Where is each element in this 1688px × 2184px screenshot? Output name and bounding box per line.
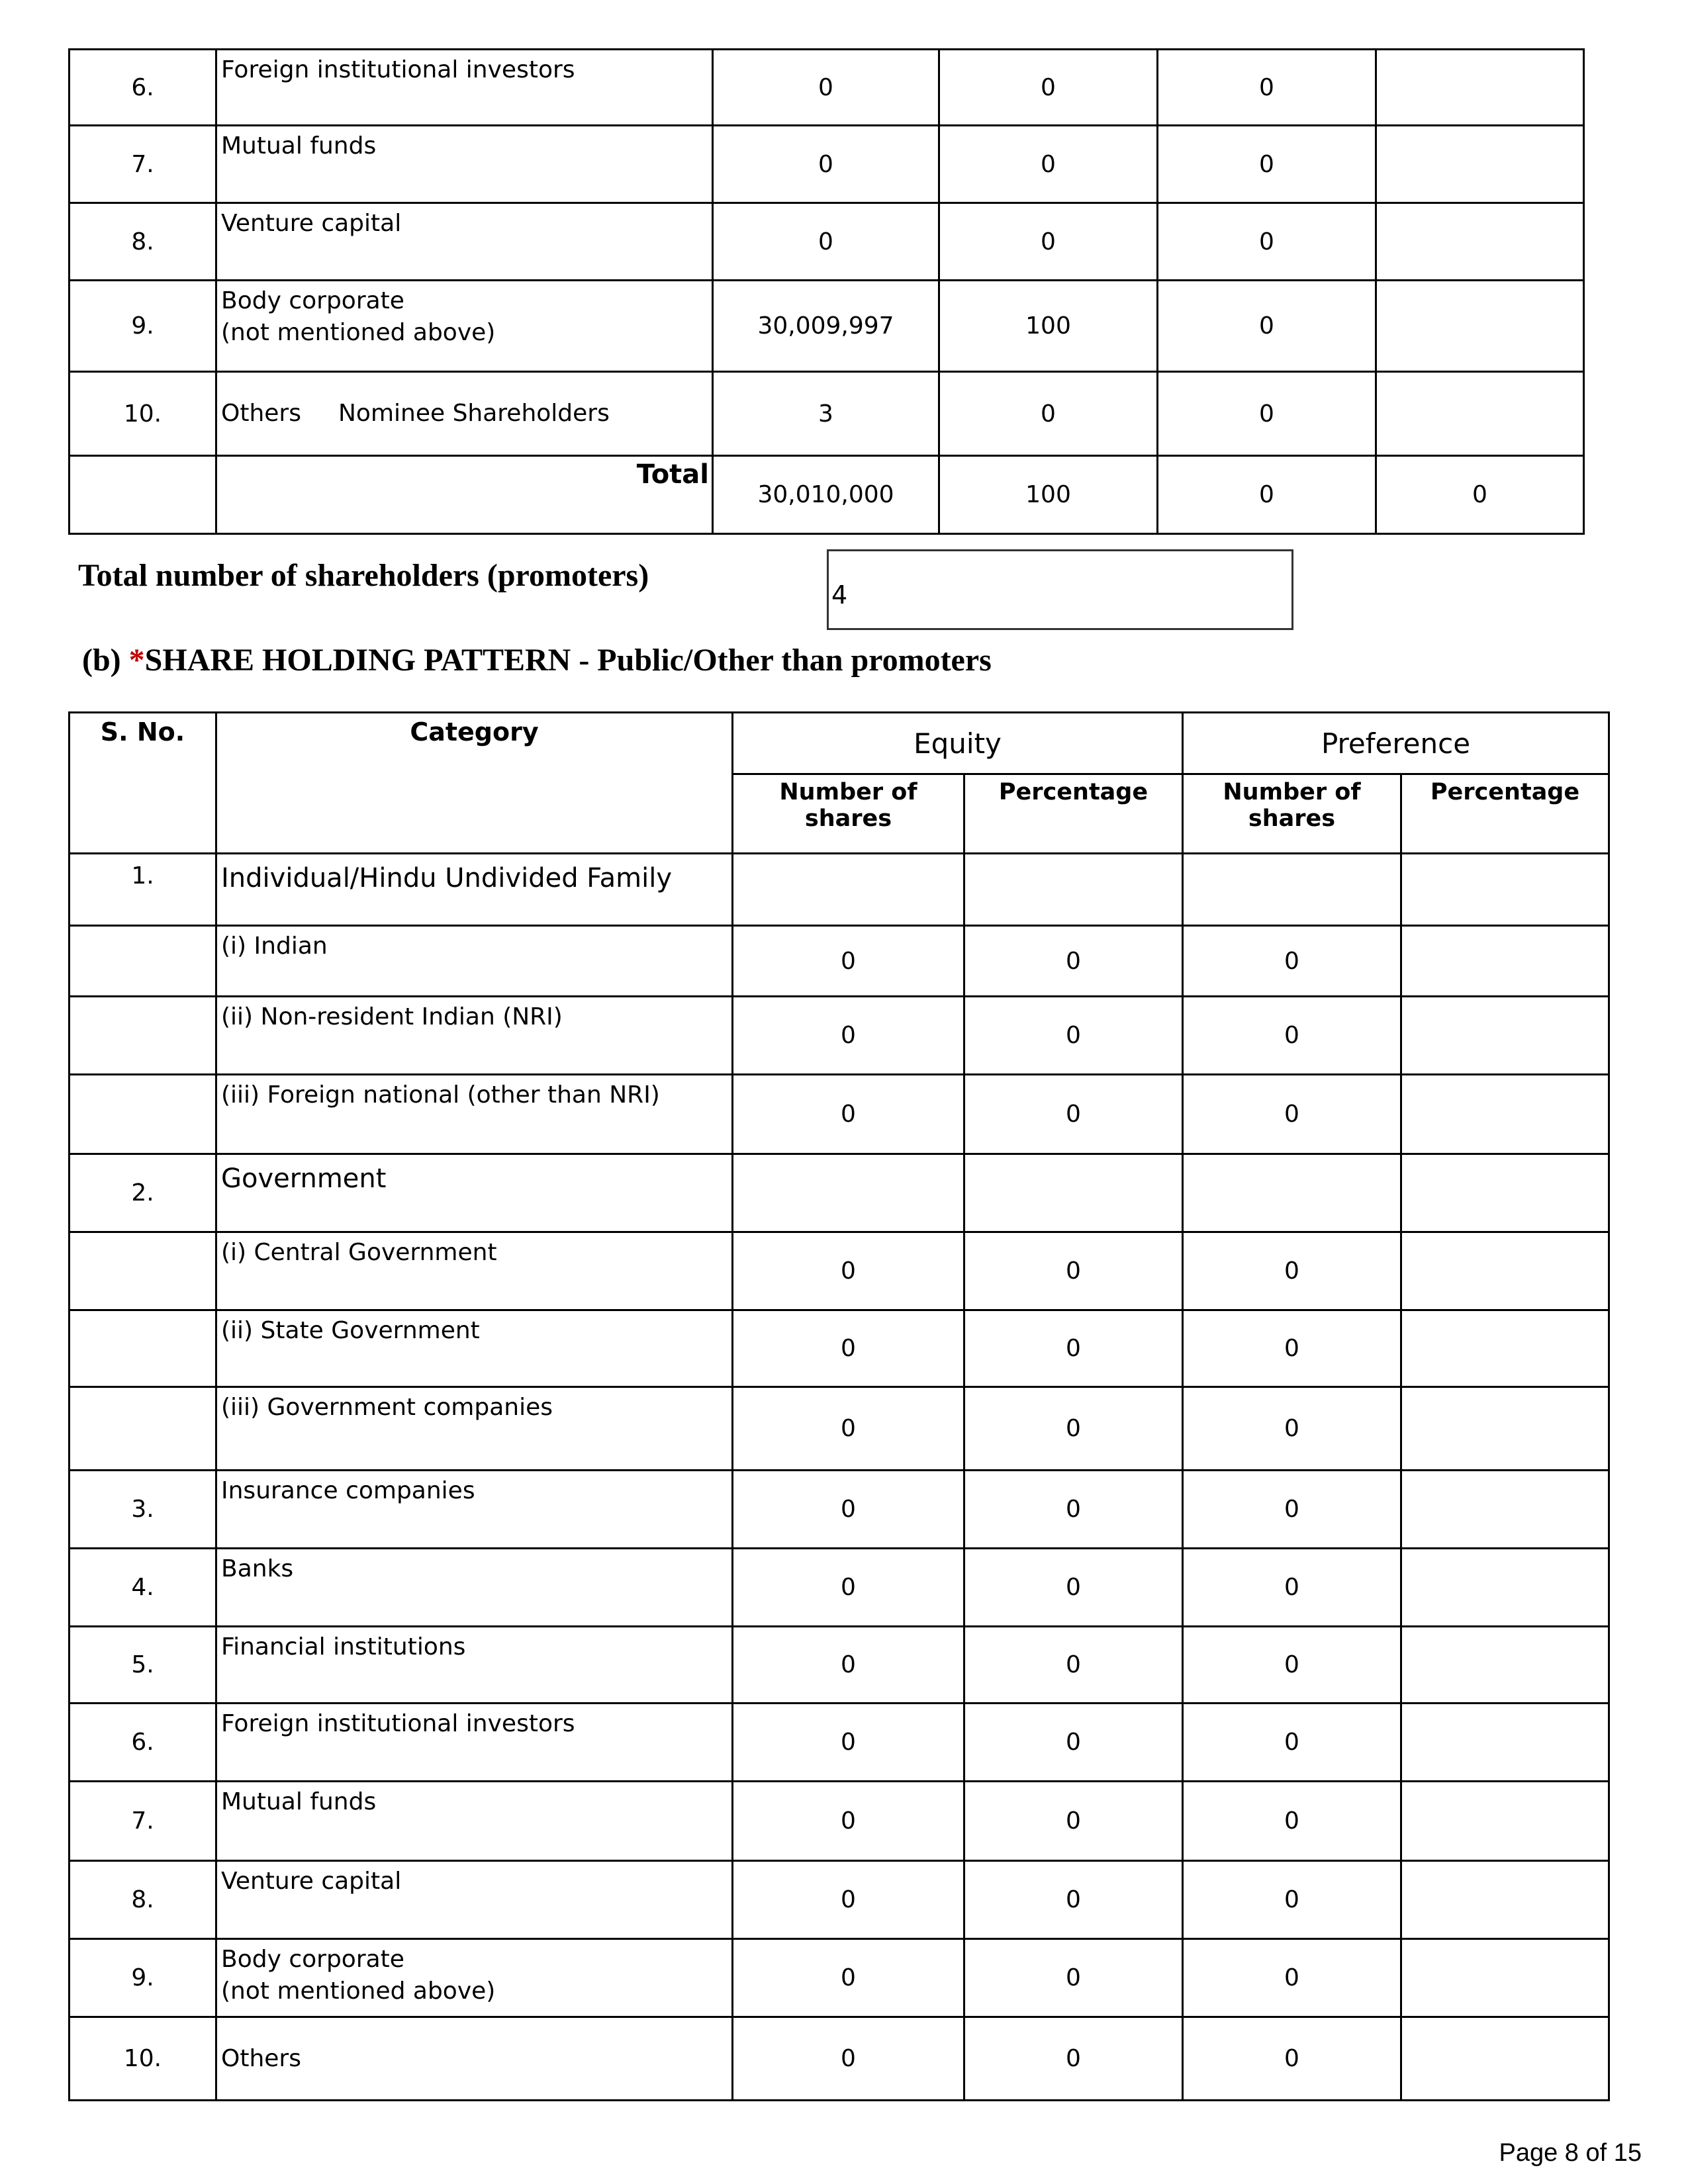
category-label (216, 372, 713, 456)
serial-number: 9. (70, 281, 216, 372)
preference-shares-cell: 0 (1158, 281, 1376, 372)
page-number: Page 8 of 15 (1499, 2139, 1642, 2167)
serial-number: 2. (70, 1154, 216, 1232)
category-label: Mutual funds (216, 1782, 733, 1861)
public-shareholding-table (68, 711, 1610, 2101)
category-label: Government (216, 1154, 733, 1232)
serial-number (70, 1387, 216, 1471)
preference-percentage-cell (1376, 372, 1584, 456)
serial-number: 7. (70, 1782, 216, 1861)
serial-number: 8. (70, 203, 216, 281)
equity-shares-cell: 0 (733, 1387, 964, 1471)
serial-number: 3. (70, 1471, 216, 1549)
equity-percentage-cell: 0 (964, 1232, 1183, 1310)
table-row (70, 1310, 1609, 1387)
table-row (70, 1549, 1609, 1627)
equity-shares-cell: 0 (713, 126, 939, 203)
category-label: Individual/Hindu Undivided Family (216, 854, 733, 926)
preference-shares-cell: 0 (1183, 997, 1401, 1075)
preference-percentage-cell (1401, 854, 1609, 926)
preference-shares-cell: 0 (1183, 1782, 1401, 1861)
table-row (70, 926, 1609, 997)
equity-percentage-cell (964, 1154, 1183, 1232)
equity-shares-cell: 0 (733, 2017, 964, 2101)
preference-shares-cell: 0 (1183, 1704, 1401, 1782)
equity-percentage-cell: 0 (964, 1471, 1183, 1549)
equity-percentage-cell: 0 (939, 372, 1158, 456)
serial-number: 7. (70, 126, 216, 203)
preference-percentage-cell (1401, 1387, 1609, 1471)
table-row (70, 1782, 1609, 1861)
serial-number (70, 1075, 216, 1154)
equity-number-header: Number of shares (733, 774, 964, 854)
serial-number: 6. (70, 1704, 216, 1782)
equity-percentage-cell (964, 854, 1183, 926)
preference-number-header: Number of shares (1183, 774, 1401, 854)
table-row (70, 50, 1584, 126)
preference-shares-cell (1183, 1154, 1401, 1232)
preference-percentage-cell (1401, 926, 1609, 997)
category-label: Foreign institutional investors (216, 1704, 733, 1782)
category-line: Body corporate (221, 1946, 404, 1973)
preference-header: Preference (1183, 713, 1609, 774)
empty-cell (70, 456, 216, 534)
table-row (70, 1704, 1609, 1782)
table-row (70, 1627, 1609, 1704)
preference-shares-cell: 0 (1158, 126, 1376, 203)
category-label (216, 281, 713, 372)
section-heading: SHARE HOLDING PATTERN - Public/Other than promoters (144, 643, 992, 678)
equity-percentage-cell: 0 (964, 1939, 1183, 2017)
total-equity-percentage: 100 (939, 456, 1158, 534)
serial-number (70, 997, 216, 1075)
preference-shares-cell: 0 (1183, 2017, 1401, 2101)
serial-number: 5. (70, 1627, 216, 1704)
category-text: Others (221, 400, 301, 427)
category-label: Others (216, 2017, 733, 2101)
total-shareholders-label: Total number of shareholders (promoters) (78, 558, 649, 593)
preference-percentage-cell (1401, 1471, 1609, 1549)
preference-shares-cell: 0 (1183, 1861, 1401, 1939)
preference-percentage-cell (1376, 203, 1584, 281)
equity-percentage-cell: 0 (964, 1310, 1183, 1387)
preference-percentage-cell (1401, 997, 1609, 1075)
preference-percentage-cell (1401, 1704, 1609, 1782)
preference-percentage-cell (1376, 281, 1584, 372)
serial-number: 10. (70, 372, 216, 456)
table-row (70, 203, 1584, 281)
serial-number (70, 926, 216, 997)
equity-percentage-cell: 0 (939, 126, 1158, 203)
header-row (70, 713, 1609, 774)
table-row (70, 1075, 1609, 1154)
preference-percentage-cell (1401, 1075, 1609, 1154)
table-row (70, 372, 1584, 456)
serial-number: 9. (70, 1939, 216, 2017)
category-label: (i) Central Government (216, 1232, 733, 1310)
equity-shares-cell: 0 (733, 1471, 964, 1549)
equity-shares-cell: 0 (733, 1075, 964, 1154)
preference-shares-cell: 0 (1183, 926, 1401, 997)
category-label: Insurance companies (216, 1471, 733, 1549)
table-row (70, 1861, 1609, 1939)
table-row (70, 1471, 1609, 1549)
category-label: Venture capital (216, 1861, 733, 1939)
preference-percentage-cell (1401, 1154, 1609, 1232)
equity-percentage-cell: 0 (939, 50, 1158, 126)
category-line: Body corporate (221, 287, 404, 314)
equity-percentage-cell: 0 (964, 2017, 1183, 2101)
table-row (70, 854, 1609, 926)
preference-percentage-cell (1401, 1310, 1609, 1387)
category-label: Foreign institutional investors (216, 50, 713, 126)
table-row (70, 1232, 1609, 1310)
preference-percentage-header: Percentage (1401, 774, 1609, 854)
total-row (70, 456, 1584, 534)
preference-shares-cell: 0 (1183, 1310, 1401, 1387)
equity-percentage-cell: 0 (964, 1075, 1183, 1154)
category-label (216, 1939, 733, 2017)
preference-shares-cell: 0 (1183, 1075, 1401, 1154)
equity-percentage-cell: 0 (964, 1549, 1183, 1627)
table-row (70, 126, 1584, 203)
table-row (70, 997, 1609, 1075)
category-label: (i) Indian (216, 926, 733, 997)
equity-shares-cell: 0 (733, 926, 964, 997)
preference-shares-cell: 0 (1183, 1232, 1401, 1310)
equity-shares-cell: 0 (733, 997, 964, 1075)
table-row (70, 1939, 1609, 2017)
equity-percentage-cell: 0 (964, 1387, 1183, 1471)
section-prefix: (b) (82, 643, 121, 678)
equity-shares-cell: 0 (713, 203, 939, 281)
equity-shares-cell: 30,009,997 (713, 281, 939, 372)
preference-shares-cell: 0 (1183, 1627, 1401, 1704)
required-asterisk: * (128, 643, 145, 678)
category-label: Mutual funds (216, 126, 713, 203)
preference-percentage-cell (1401, 2017, 1609, 2101)
equity-percentage-cell: 0 (964, 1861, 1183, 1939)
equity-shares-cell: 0 (733, 1627, 964, 1704)
equity-shares-cell: 0 (733, 1782, 964, 1861)
serial-number: 10. (70, 2017, 216, 2101)
category-label: (iii) Foreign national (other than NRI) (216, 1075, 733, 1154)
others-specify-text: Nominee Shareholders (338, 400, 610, 427)
table-row (70, 2017, 1609, 2101)
total-equity-shares: 30,010,000 (713, 456, 939, 534)
serial-number: 4. (70, 1549, 216, 1627)
preference-percentage-cell (1376, 126, 1584, 203)
preference-percentage-cell (1401, 1782, 1609, 1861)
category-line: (not mentioned above) (221, 1978, 496, 2005)
equity-percentage-cell: 0 (964, 1704, 1183, 1782)
preference-percentage-cell (1401, 1861, 1609, 1939)
category-label: Venture capital (216, 203, 713, 281)
preference-percentage-cell (1401, 1627, 1609, 1704)
sno-header: S. No. (70, 713, 216, 854)
total-preference-shares: 0 (1158, 456, 1376, 534)
preference-percentage-cell (1401, 1939, 1609, 2017)
equity-shares-cell: 0 (733, 1704, 964, 1782)
category-label: Financial institutions (216, 1627, 733, 1704)
equity-shares-cell: 3 (713, 372, 939, 456)
category-label: (ii) State Government (216, 1310, 733, 1387)
serial-number: 8. (70, 1861, 216, 1939)
equity-shares-cell: 0 (713, 50, 939, 126)
preference-shares-cell (1183, 854, 1401, 926)
table-row (70, 1154, 1609, 1232)
section-b-title (82, 642, 992, 678)
preference-shares-cell: 0 (1183, 1549, 1401, 1627)
table-row (70, 1387, 1609, 1471)
preference-shares-cell: 0 (1158, 203, 1376, 281)
equity-shares-cell: 0 (733, 1861, 964, 1939)
serial-number: 6. (70, 50, 216, 126)
equity-shares-cell (733, 854, 964, 926)
preference-shares-cell: 0 (1158, 50, 1376, 126)
serial-number (70, 1232, 216, 1310)
total-label: Total (216, 456, 713, 534)
equity-percentage-cell: 0 (939, 203, 1158, 281)
preference-shares-cell: 0 (1183, 1387, 1401, 1471)
equity-percentage-cell: 0 (964, 926, 1183, 997)
equity-shares-cell: 0 (733, 1549, 964, 1627)
equity-shares-cell: 0 (733, 1939, 964, 2017)
category-label: Banks (216, 1549, 733, 1627)
preference-shares-cell: 0 (1183, 1471, 1401, 1549)
equity-percentage-cell: 100 (939, 281, 1158, 372)
equity-header: Equity (733, 713, 1183, 774)
preference-percentage-cell (1376, 50, 1584, 126)
preference-shares-cell: 0 (1183, 1939, 1401, 2017)
preference-percentage-cell (1401, 1549, 1609, 1627)
promoters-shareholding-table (68, 48, 1585, 535)
table-row (70, 281, 1584, 372)
equity-percentage-header: Percentage (964, 774, 1183, 854)
total-shareholders-field[interactable]: 4 (827, 549, 1293, 630)
category-header: Category (216, 713, 733, 854)
equity-percentage-cell: 0 (964, 1627, 1183, 1704)
equity-shares-cell (733, 1154, 964, 1232)
category-label: (iii) Government companies (216, 1387, 733, 1471)
equity-shares-cell: 0 (733, 1310, 964, 1387)
equity-percentage-cell: 0 (964, 1782, 1183, 1861)
category-label: (ii) Non-resident Indian (NRI) (216, 997, 733, 1075)
equity-percentage-cell: 0 (964, 997, 1183, 1075)
serial-number: 1. (70, 854, 216, 926)
serial-number (70, 1310, 216, 1387)
total-preference-percentage: 0 (1376, 456, 1584, 534)
preference-percentage-cell (1401, 1232, 1609, 1310)
preference-shares-cell: 0 (1158, 372, 1376, 456)
equity-shares-cell: 0 (733, 1232, 964, 1310)
category-line: (not mentioned above) (221, 319, 496, 346)
